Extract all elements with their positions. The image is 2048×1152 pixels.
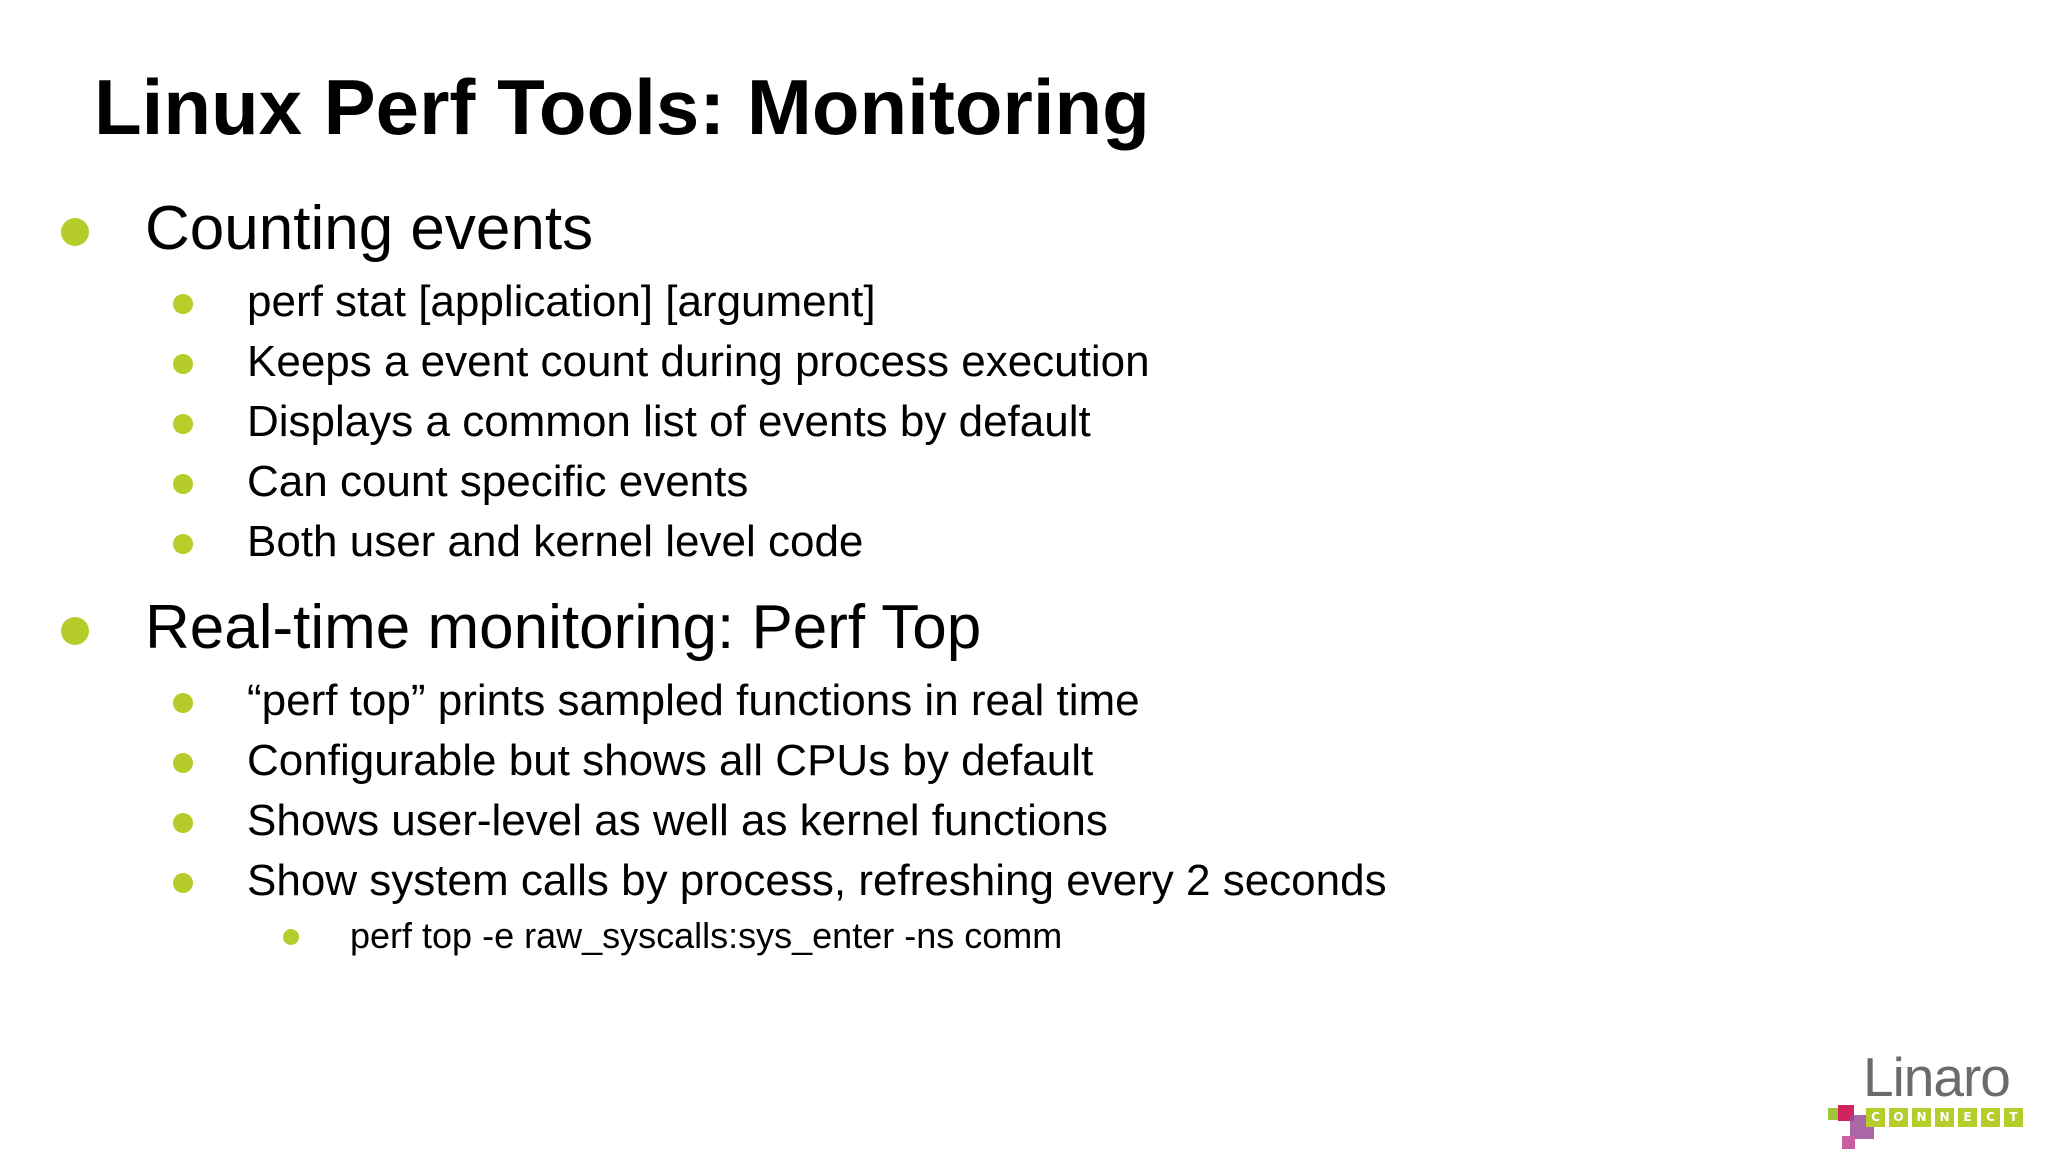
logo-tile: C [1981, 1108, 2000, 1127]
logo-tile: C [1866, 1108, 1885, 1127]
section-heading-perf-top [145, 593, 982, 662]
bullet-dot-icon [173, 813, 193, 833]
sub-list-item [350, 915, 1063, 956]
bullet-dot-icon [173, 474, 193, 494]
list-item [247, 676, 1140, 725]
bullet-dot-icon [61, 617, 89, 645]
bullet-dot-icon [173, 873, 193, 893]
bullet-dot-icon [173, 693, 193, 713]
list-item-text: Both user and kernel level code [247, 517, 864, 566]
logo-tile: T [2004, 1108, 2023, 1127]
list-item [247, 856, 1387, 905]
logo-tagline [1866, 1108, 2027, 1128]
bullet-dot-icon [173, 354, 193, 374]
logo-tile: N [1912, 1108, 1931, 1127]
list-item [247, 397, 1091, 446]
list-item [247, 457, 749, 506]
list-item-text: Show system calls by process, refreshing every 2 seconds [247, 856, 1387, 905]
list-item-text: Configurable but shows all CPUs by default [247, 736, 1094, 785]
sub-list-item-text: perf top -e raw_syscalls:sys_enter -ns comm [350, 915, 1063, 956]
logo-tile: N [1935, 1108, 1954, 1127]
bullet-dot-icon [173, 534, 193, 554]
list-item-text: perf stat [application] [argument] [247, 277, 876, 326]
list-item [247, 337, 1150, 386]
list-item [247, 736, 1094, 785]
bullet-dot-icon [61, 218, 89, 246]
list-item [247, 796, 1108, 845]
logo-wordmark: Linaro [1863, 1046, 2010, 1108]
list-item-text: “perf top” prints sampled functions in real time [247, 676, 1140, 725]
list-item-text: Displays a common list of events by default [247, 397, 1091, 446]
logo-square-icon [1842, 1136, 1855, 1149]
list-item [247, 277, 876, 326]
section-heading-text: Counting events [145, 194, 594, 263]
bullet-dot-icon [283, 929, 299, 945]
list-item [247, 517, 864, 566]
bullet-dot-icon [173, 753, 193, 773]
section-heading-text: Real-time monitoring: Perf Top [145, 593, 982, 662]
slide-title: Linux Perf Tools: Monitoring [94, 63, 1150, 151]
logo-tile: O [1889, 1108, 1908, 1127]
list-item-text: Can count specific events [247, 457, 749, 506]
bullet-dot-icon [173, 294, 193, 314]
linaro-connect-logo [1828, 1046, 2046, 1150]
list-item-text: Shows user-level as well as kernel functions [247, 796, 1108, 845]
section-heading-counting-events [145, 194, 594, 263]
list-item-text: Keeps a event count during process execution [247, 337, 1150, 386]
bullet-dot-icon [173, 414, 193, 434]
logo-tile: E [1958, 1108, 1977, 1127]
